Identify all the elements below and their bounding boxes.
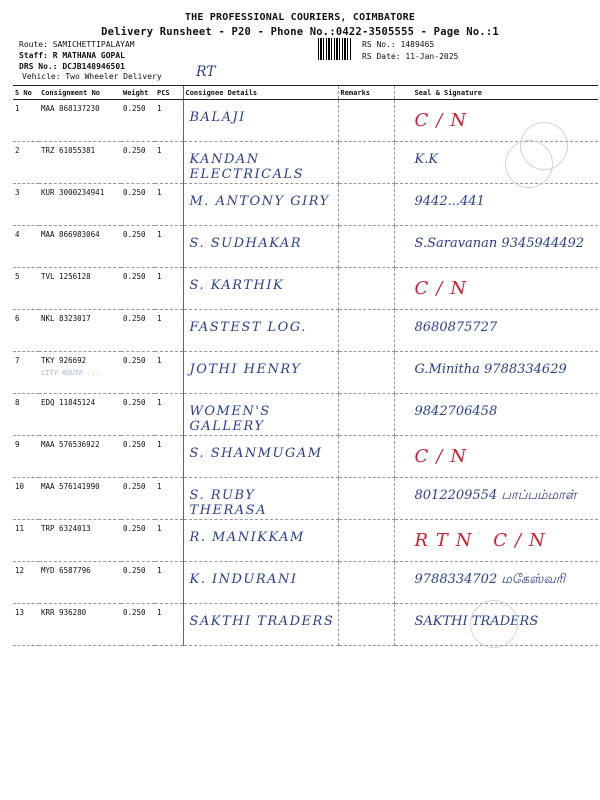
drs-line xyxy=(19,62,125,71)
pcs-value: 1 xyxy=(155,436,183,478)
row-sno: 12 xyxy=(13,562,39,604)
remarks-cell xyxy=(338,562,394,604)
rs-number: RS No.: 1489465 xyxy=(362,40,435,49)
consignee-name: S. SHANMUGAM xyxy=(189,446,323,461)
consignee-name: FASTEST LOG. xyxy=(189,320,307,335)
staff-name: R MATHANA GOPAL xyxy=(52,51,125,60)
col-consignment: Consignment No xyxy=(39,86,121,100)
consignment-number: TKY 926692 CITY ROUTE ... xyxy=(39,352,121,394)
consignee-cell xyxy=(183,268,338,310)
row-sno: 8 xyxy=(13,394,39,436)
signature-cell xyxy=(394,100,598,142)
consignment-number: MYD 6587796 xyxy=(39,562,121,604)
pcs-value: 1 xyxy=(155,478,183,520)
signature-text: C/N xyxy=(414,278,475,299)
weight-value: 0.250 xyxy=(121,436,155,478)
signature-text: G.Minitha 9788334629 xyxy=(414,362,567,377)
consignee-cell xyxy=(183,142,338,184)
consignee-cell xyxy=(183,520,338,562)
remarks-cell xyxy=(338,310,394,352)
company-title: THE PROFESSIONAL COURIERS, COIMBATORE xyxy=(184,12,416,23)
weight-value: 0.250 xyxy=(121,520,155,562)
col-details: Consignee Details xyxy=(183,86,338,100)
pcs-value: 1 xyxy=(155,352,183,394)
table-header xyxy=(13,86,598,100)
table-row xyxy=(13,352,598,394)
staff-label: Staff: xyxy=(19,51,48,60)
signature-text: C/N xyxy=(414,110,475,131)
consignee-cell xyxy=(183,352,338,394)
drs-number: DCJB148946501 xyxy=(62,62,125,71)
col-pcs: PCS xyxy=(155,86,183,100)
signature-text: 8012209554 பாப்பம்மாள் xyxy=(414,488,577,503)
seal-stamp xyxy=(470,600,518,648)
drs-label: DRS No.: xyxy=(19,62,58,71)
seal-stamp xyxy=(505,140,553,188)
weight-value: 0.250 xyxy=(121,352,155,394)
consignee-cell xyxy=(183,184,338,226)
row-sno: 3 xyxy=(13,184,39,226)
signature-text: C/N xyxy=(414,446,475,467)
signature-text: S.Saravanan 9345944492 xyxy=(414,236,585,251)
col-remarks: Remarks xyxy=(338,86,394,100)
signature-text: K.K xyxy=(414,152,439,167)
handwritten-initials: RT xyxy=(196,64,216,80)
consignee-name: KANDAN ELECTRICALS xyxy=(189,152,305,182)
remarks-cell xyxy=(338,268,394,310)
faint-stamp-text: CITY ROUTE ... xyxy=(41,369,101,377)
consignee-cell xyxy=(183,604,338,646)
consignee-cell xyxy=(183,562,338,604)
pcs-value: 1 xyxy=(155,142,183,184)
consignee-name: R. MANIKKAM xyxy=(189,530,305,545)
consignment-number: TRZ 61055381 xyxy=(39,142,121,184)
consignment-number: KUR 3000234941 xyxy=(39,184,121,226)
signature-text: RTN C/N xyxy=(414,530,553,551)
runsheet-title: Delivery Runsheet - P20 - Phone No.:0422-3505555 - Page No.:1 xyxy=(101,26,499,38)
row-sno: 9 xyxy=(13,436,39,478)
pcs-value: 1 xyxy=(155,268,183,310)
signature-text: 9842706458 xyxy=(414,404,498,419)
pcs-value: 1 xyxy=(155,226,183,268)
table-row xyxy=(13,100,598,142)
pcs-value: 1 xyxy=(155,562,183,604)
signature-cell xyxy=(394,520,598,562)
consignee-cell xyxy=(183,478,338,520)
consignment-number: NKL 8323017 xyxy=(39,310,121,352)
remarks-cell xyxy=(338,100,394,142)
signature-cell xyxy=(394,226,598,268)
vehicle-text: Vehicle: Two Wheeler Delivery xyxy=(22,72,162,81)
row-sno: 2 xyxy=(13,142,39,184)
table-row xyxy=(13,394,598,436)
consignee-name: K. INDURANI xyxy=(189,572,298,587)
remarks-cell xyxy=(338,604,394,646)
col-weight: Weight xyxy=(121,86,155,100)
row-sno: 10 xyxy=(13,478,39,520)
barcode-image xyxy=(318,38,352,60)
signature-cell xyxy=(394,478,598,520)
consignment-number: MAA 868137230 xyxy=(39,100,121,142)
row-sno: 11 xyxy=(13,520,39,562)
table-row xyxy=(13,184,598,226)
remarks-cell xyxy=(338,520,394,562)
row-sno: 5 xyxy=(13,268,39,310)
remarks-cell xyxy=(338,352,394,394)
table-row xyxy=(13,268,598,310)
row-sno: 13 xyxy=(13,604,39,646)
signature-cell xyxy=(394,352,598,394)
weight-value: 0.250 xyxy=(121,100,155,142)
weight-value: 0.250 xyxy=(121,478,155,520)
signature-text: 9788334702 மகேஸ்வரி xyxy=(414,572,566,587)
consignment-number: TVL 1256128 xyxy=(39,268,121,310)
route-text: Route: SAMICHETTIPALAYAM xyxy=(19,40,135,49)
consignee-name: BALAJI xyxy=(189,110,246,125)
pcs-value: 1 xyxy=(155,394,183,436)
remarks-cell xyxy=(338,184,394,226)
weight-value: 0.250 xyxy=(121,226,155,268)
signature-text: 8680875727 xyxy=(414,320,498,335)
table-row xyxy=(13,310,598,352)
signature-cell xyxy=(394,562,598,604)
consignment-number: EDQ 11845124 xyxy=(39,394,121,436)
consignee-name: WOMEN'S GALLERY xyxy=(189,404,271,434)
consignment-number: TRP 6324013 xyxy=(39,520,121,562)
signature-text: 9442...441 xyxy=(414,194,485,209)
weight-value: 0.250 xyxy=(121,310,155,352)
remarks-cell xyxy=(338,478,394,520)
weight-value: 0.250 xyxy=(121,184,155,226)
pcs-value: 1 xyxy=(155,604,183,646)
consignment-number: KRR 936280 xyxy=(39,604,121,646)
row-sno: 6 xyxy=(13,310,39,352)
weight-value: 0.250 xyxy=(121,394,155,436)
row-sno: 7 xyxy=(13,352,39,394)
remarks-cell xyxy=(338,436,394,478)
consignee-cell xyxy=(183,310,338,352)
pcs-value: 1 xyxy=(155,520,183,562)
pcs-value: 1 xyxy=(155,100,183,142)
row-sno: 4 xyxy=(13,226,39,268)
consignee-cell xyxy=(183,436,338,478)
remarks-cell xyxy=(338,142,394,184)
weight-value: 0.250 xyxy=(121,562,155,604)
pcs-value: 1 xyxy=(155,184,183,226)
rs-date: RS Date: 11-Jan-2025 xyxy=(362,52,459,61)
col-signature: Seal & Signature xyxy=(394,86,598,100)
weight-value: 0.250 xyxy=(121,604,155,646)
signature-cell xyxy=(394,184,598,226)
consignment-number: MAA 576141990 xyxy=(39,478,121,520)
consignee-cell xyxy=(183,226,338,268)
col-sno: S No xyxy=(13,86,39,100)
signature-cell xyxy=(394,268,598,310)
signature-cell xyxy=(394,394,598,436)
staff-line xyxy=(19,51,125,60)
signature-cell xyxy=(394,310,598,352)
remarks-cell xyxy=(338,394,394,436)
consignee-cell xyxy=(183,394,338,436)
consignee-name: S. RUBY THERASA xyxy=(189,488,267,518)
weight-value: 0.250 xyxy=(121,268,155,310)
consignee-name: SAKTHI TRADERS xyxy=(189,614,335,629)
table-row xyxy=(13,478,598,520)
consignee-name: S. KARTHIK xyxy=(189,278,285,293)
table-row xyxy=(13,520,598,562)
consignee-name: JOTHI HENRY xyxy=(189,362,302,377)
consignment-number: MAA 866983064 xyxy=(39,226,121,268)
consignee-cell xyxy=(183,100,338,142)
consignee-name: M. ANTONY GIRY xyxy=(189,194,330,209)
signature-cell xyxy=(394,436,598,478)
table-row xyxy=(13,562,598,604)
weight-value: 0.250 xyxy=(121,142,155,184)
table-row xyxy=(13,226,598,268)
row-sno: 1 xyxy=(13,100,39,142)
consignee-name: S. SUDHAKAR xyxy=(189,236,303,251)
table-row xyxy=(13,436,598,478)
pcs-value: 1 xyxy=(155,310,183,352)
consignment-number: MAA 576536922 xyxy=(39,436,121,478)
signature-text: SAKTHI TRADERS xyxy=(414,614,539,629)
remarks-cell xyxy=(338,226,394,268)
